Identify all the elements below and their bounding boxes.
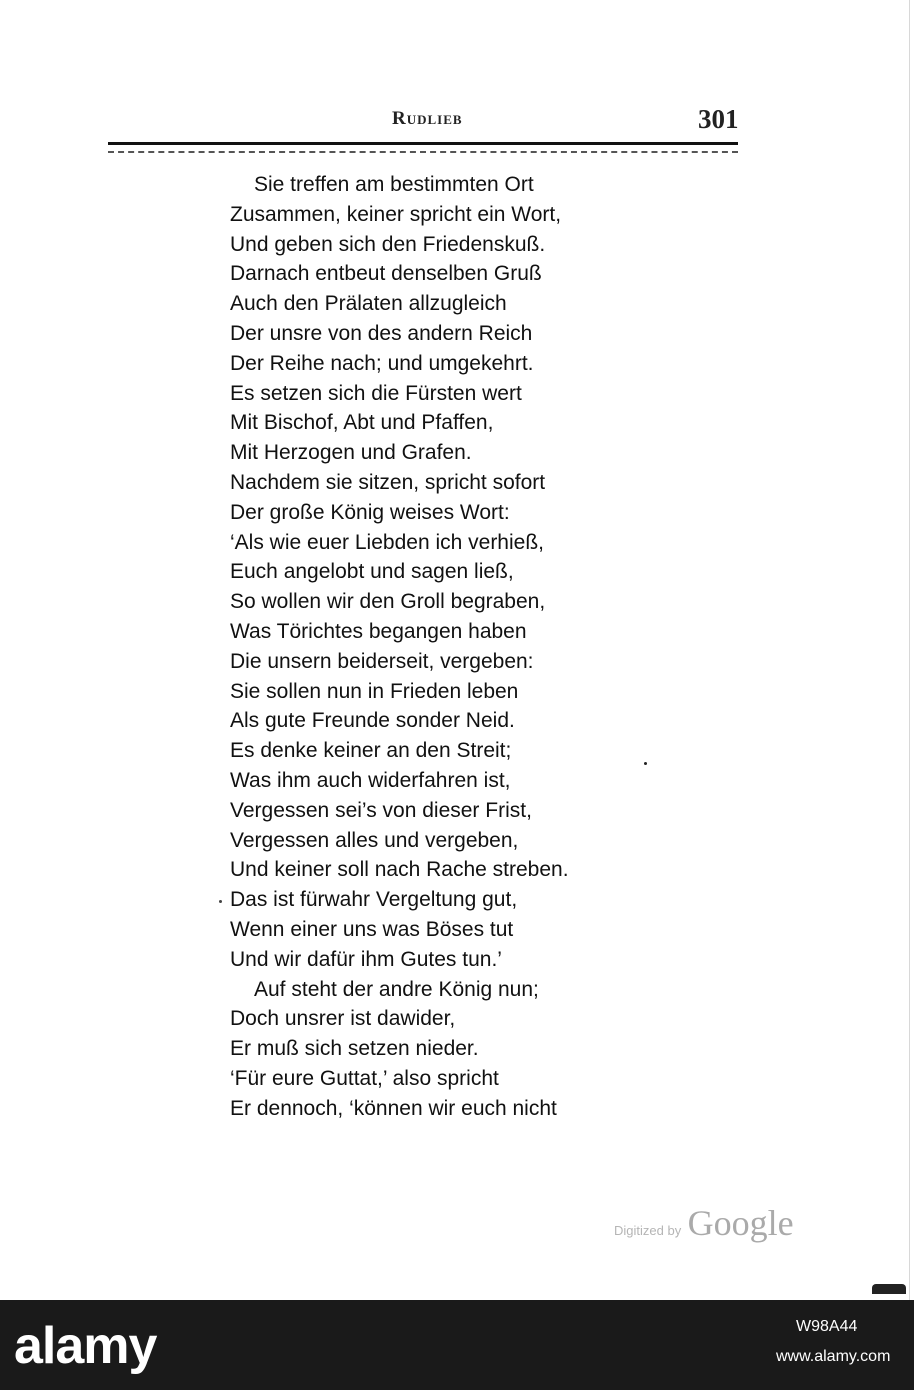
poem-line: Auf steht der andre König nun; <box>254 977 539 1001</box>
poem-line: Als gute Freunde sonder Neid. <box>230 709 515 733</box>
poem-line: Der große König weises Wort: <box>230 500 510 524</box>
stock-logo: alamy <box>14 1317 157 1375</box>
poem-line: Und wir dafür ihm Gutes tun.’ <box>230 947 502 971</box>
running-title: Rudlieb <box>392 108 463 129</box>
poem-line: Zusammen, keiner spricht ein Wort, <box>230 202 562 226</box>
watermark-brand: Google <box>687 1203 794 1243</box>
page-edge-line <box>909 0 910 1300</box>
poem-line: Und geben sich den Friedenskuß. <box>230 232 546 256</box>
digitized-watermark <box>614 1202 794 1244</box>
poem-line: Und keiner soll nach Rache streben. <box>230 858 569 882</box>
print-speck <box>219 900 222 903</box>
poem-line: Mit Herzogen und Grafen. <box>230 441 472 465</box>
header-rule-dashed <box>108 151 738 153</box>
poem-line: Euch angelobt und sagen ließ, <box>230 560 514 584</box>
poem-line: Mit Bischof, Abt und Pfaffen, <box>230 411 494 435</box>
poem-line: Er muß sich setzen nieder. <box>230 1037 479 1061</box>
scan-corner-mark <box>872 1284 906 1294</box>
watermark-prefix: Digitized by <box>614 1223 682 1238</box>
poem-line: Was ihm auch widerfahren ist, <box>230 768 511 792</box>
stock-url: www.alamy.com <box>776 1348 891 1365</box>
poem-line: Es setzen sich die Fürsten wert <box>230 381 522 405</box>
poem-line: Er dennoch, ‘können wir euch nicht <box>230 1096 557 1120</box>
poem-line: Die unsern beiderseit, vergeben: <box>230 649 534 673</box>
poem-line: ‘Für eure Guttat,’ also spricht <box>230 1066 499 1090</box>
print-speck <box>644 762 647 765</box>
poem-line: Nachdem sie sitzen, spricht sofort <box>230 470 546 494</box>
poem-line: Es denke keiner an den Streit; <box>230 739 512 763</box>
poem-text <box>230 170 569 1124</box>
poem-line: Wenn einer uns was Böses tut <box>230 917 514 941</box>
poem-line: ‘Als wie euer Liebden ich verhieß, <box>230 530 544 554</box>
poem-line: Der unsre von des andern Reich <box>230 321 533 345</box>
poem-line: So wollen wir den Groll begraben, <box>230 590 546 614</box>
poem-line: Das ist fürwahr Vergeltung gut, <box>230 888 518 912</box>
image-id: W98A44 <box>796 1318 858 1335</box>
poem-line: Sie treffen am bestimmten Ort <box>254 173 534 196</box>
poem-line: Vergessen alles und vergeben, <box>230 828 519 852</box>
poem-line: Darnach entbeut denselben Gruß <box>230 262 542 286</box>
header-rule <box>108 142 738 145</box>
poem-line: Vergessen sei’s von dieser Frist, <box>230 798 532 822</box>
poem-line: Doch unsrer ist dawider, <box>230 1007 456 1031</box>
poem-line: Der Reihe nach; und umgekehrt. <box>230 351 534 375</box>
page-number: 301 <box>698 104 739 134</box>
poem-line: Was Törichtes begangen haben <box>230 619 527 643</box>
poem-line: Sie sollen nun in Frieden leben <box>230 679 519 703</box>
poem-line: Auch den Prälaten allzugleich <box>230 292 507 316</box>
